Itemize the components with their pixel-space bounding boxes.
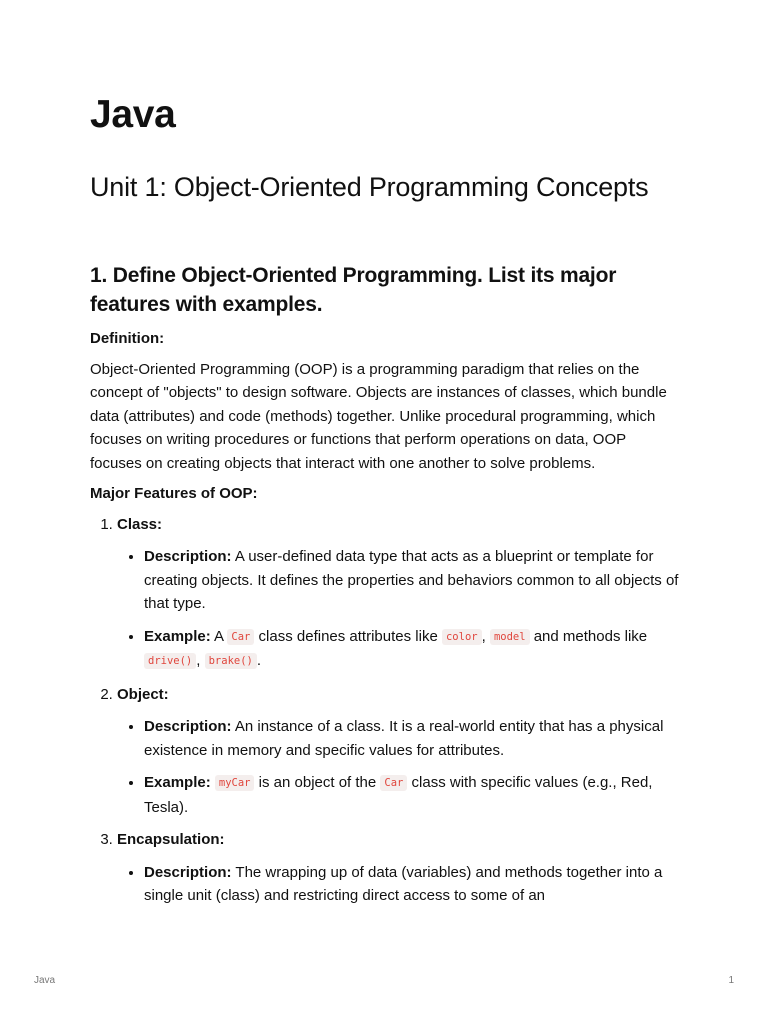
document-body xyxy=(90,327,680,917)
feature-details xyxy=(117,861,680,908)
inline-code: Car xyxy=(227,629,254,645)
description-text: The wrapping up of data (variables) and methods together into a single unit (class) and restricting direct access to some of an xyxy=(144,863,663,904)
description-label: Description: xyxy=(144,718,232,735)
description-label: Description: xyxy=(144,548,232,565)
feature-example xyxy=(144,771,680,819)
description-label: Description: xyxy=(144,863,232,881)
feature-title: 3. Encapsulation: xyxy=(117,831,225,848)
feature-item-encapsulation xyxy=(117,828,680,908)
feature-title: 2. Object: xyxy=(117,685,169,703)
feature-details xyxy=(117,715,680,819)
inline-code: Car xyxy=(380,775,407,791)
definition-label: Definition: xyxy=(90,330,165,347)
features-label: Major Features of OOP: xyxy=(90,485,258,502)
feature-item-class xyxy=(117,513,680,674)
unit-heading: Unit 1: Object-Oriented Programming Concepts xyxy=(90,172,649,202)
document-title: Java xyxy=(90,93,176,136)
feature-item-object xyxy=(117,683,680,820)
page-number: 1 xyxy=(728,975,734,986)
example-text: class with specific values (e.g., Red, Tesla). xyxy=(144,774,653,816)
example-text: and methods like xyxy=(533,627,648,645)
example-text: class defines attributes like xyxy=(258,627,438,645)
inline-code: myCar xyxy=(215,775,255,791)
example-text: A xyxy=(214,627,224,645)
example-text: , xyxy=(196,652,201,669)
description-text: A user-defined data type that acts as a blueprint or template for creating objects. It defines the properties and behaviors common to all objects of that type. xyxy=(144,548,679,612)
inline-code: brake() xyxy=(205,653,257,669)
inline-code: drive() xyxy=(144,653,196,669)
inline-code: color xyxy=(442,629,482,645)
example-label: Example: xyxy=(144,774,211,791)
feature-description xyxy=(144,715,680,762)
feature-details xyxy=(117,545,680,674)
example-text: . xyxy=(256,652,262,669)
example-text: , xyxy=(481,627,486,645)
example-label: Example: xyxy=(144,627,211,645)
feature-description xyxy=(144,545,680,616)
feature-title: 1. Class: xyxy=(117,515,163,533)
definition-paragraph: Object-Oriented Programming (OOP) is a programming paradigm that relies on the concept of "objects" to design software. Objects are instances of classes, which bundle data (attributes) and code (methods) together. Unlike procedural programming, which focuses on writing procedures or functions that perform operations on data, OOP focuses on creating objects that interact with one another to solve problems. xyxy=(90,360,667,472)
inline-code: model xyxy=(490,629,530,645)
feature-description xyxy=(144,861,680,908)
footer-document-title: Java xyxy=(34,975,56,986)
question-heading: 1. Define Object-Oriented Programming. List its major features with examples. xyxy=(90,264,617,316)
example-text: is an object of the xyxy=(258,774,377,791)
description-text: An instance of a class. It is a real-world entity that has a physical existence in memory and specific values for attributes. xyxy=(144,718,664,759)
features-list xyxy=(90,513,680,908)
feature-example xyxy=(144,625,680,674)
